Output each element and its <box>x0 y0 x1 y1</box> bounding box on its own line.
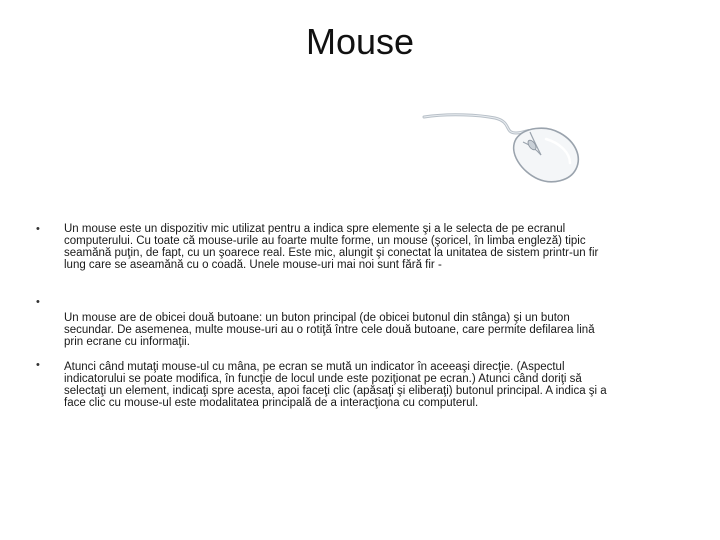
slide-title: Mouse <box>305 21 415 62</box>
mouse-cord <box>424 115 532 133</box>
bullet-marker: • <box>36 223 40 235</box>
computer-mouse-icon <box>420 105 590 190</box>
bullet-marker: • <box>36 359 40 371</box>
bullet-paragraph-2: Un mouse are de obicei două butoane: un buton principal (de obicei butonul din stânga) şi un buton secundar. De asemenea, multe mouse-uri au o rotiţă între cele două butoane, care permite defilarea lină prin ecrane cu informaţii. <box>64 312 595 348</box>
bullet-paragraph-1: Un mouse este un dispozitiv mic utilizat pentru a indica spre elemente şi a le selecta de pe ecranul computerului. Cu toate că mouse-urile au foarte multe forme, un mouse (şoricel, în limba engleză) tipic seamănă puţin, de fapt, cu un şoarece real. Este mic, alungit şi conectat la unitatea de sistem printr-un fir lung care se aseamănă cu o coadă. Unele mouse-uri mai noi sunt fără fir - <box>64 223 599 271</box>
bullet-paragraph-3: Atunci când mutaţi mouse-ul cu mâna, pe ecran se mută un indicator în aceeaşi direcţie. (Aspectul indicatorului se poate modifica, în funcţie de locul unde este poziţionat pe ecran.) Atunci când doriţi să selectaţi un element, indicaţi spre acesta, apoi faceţi clic (apăsaţi şi eliberaţi) butonul principal. A indica şi a face clic cu mouse-ul este modalitatea principală de a interacţiona cu computerul. <box>64 361 607 409</box>
bullet-marker: • <box>36 296 40 308</box>
mouse-body <box>514 128 579 182</box>
